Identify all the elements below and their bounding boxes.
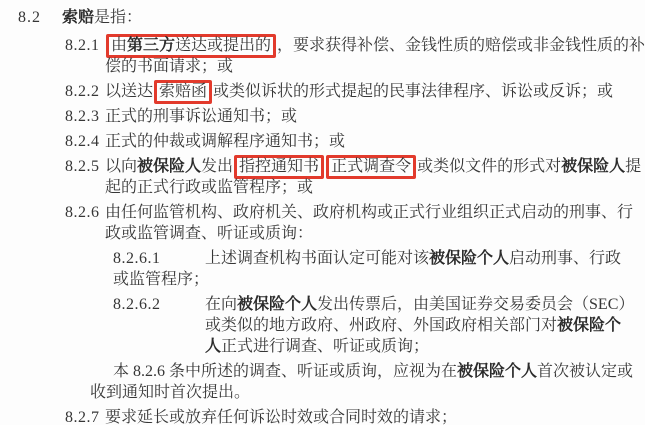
text-segment: 上述调查机构书面认定可能对该 (205, 250, 430, 267)
text-segment: 第三方 (127, 37, 176, 54)
clause-8-2-1 (65, 35, 645, 77)
section-number: 8.2 (18, 9, 41, 26)
clause-line (105, 177, 645, 198)
clause-line (113, 248, 645, 269)
text-segment: 被保险个人 (237, 296, 318, 313)
text-segment: 正式的仲裁或调解程序通知书；或 (105, 133, 346, 150)
clause-body (105, 202, 645, 244)
clause-line (205, 294, 645, 315)
text-segment: 偿的书面请求；或 (105, 58, 234, 75)
clause-list (0, 35, 645, 425)
clause-line (105, 81, 645, 102)
text-segment: 是指： (94, 9, 143, 26)
clause-line (105, 35, 645, 56)
text-segment: 启动刑事、行政 (509, 250, 622, 267)
text-segment: 起的正式行政或监管程序；或 (105, 179, 314, 196)
clause-number: 8.2.7 (65, 409, 100, 425)
text-segment: 索赔函 (159, 83, 208, 100)
text-segment: 正式调查令 (331, 158, 412, 175)
text-segment: 正式的刑事诉讼通知书；或 (105, 108, 298, 125)
clause-8-2-5 (65, 156, 645, 198)
clause-line (113, 269, 645, 290)
highlight-box (154, 80, 212, 104)
clause-body (105, 35, 645, 77)
clause-body (205, 294, 645, 357)
clause-note (90, 361, 645, 403)
clause-8-2-6 (65, 202, 645, 244)
text-segment: 本 8.2.6 条中所述的调查、听证或质询，应视为在 (113, 363, 458, 380)
text-segment: 指控通知书 (239, 158, 320, 175)
text-segment: 被保险人 (137, 158, 202, 175)
text-segment: 索赔 (62, 9, 95, 26)
section-heading (18, 7, 645, 28)
text-segment: 发出 (201, 158, 234, 175)
clause-line (105, 407, 645, 425)
clause-number: 8.2.6.2 (113, 296, 161, 313)
text-segment: 首次被认定或 (537, 363, 634, 380)
text-segment: 或监管程序； (113, 271, 210, 288)
clause-number: 8.2.1 (65, 37, 100, 54)
text-segment: 以送达 (105, 83, 154, 100)
clause-8-2-6-1 (113, 248, 645, 290)
clause-body (105, 156, 645, 198)
clause-line (205, 315, 645, 336)
clause-line (90, 382, 645, 403)
clause-body (90, 361, 645, 403)
text-segment: 收到通知时首次提出。 (90, 384, 251, 401)
clause-body (105, 407, 645, 425)
text-segment: 政或监管调查、听证或质询： (105, 225, 314, 242)
clause-8-2-3 (65, 106, 645, 127)
text-segment: 或类似诉状的形式提起的民事法律程序、诉讼或反诉；或 (213, 83, 614, 100)
text-segment: 提 (625, 158, 642, 175)
text-segment: 被保险人 (561, 158, 626, 175)
text-segment: 被保险个 (557, 317, 622, 334)
text-segment: 由 (111, 37, 128, 54)
text-segment: 以向 (105, 158, 138, 175)
clause-number: 8.2.6.1 (113, 250, 161, 267)
clause-line (105, 106, 645, 127)
text-segment: 正式进行调查、听证或质询； (221, 338, 430, 355)
text-segment: 要求延长或放弃任何诉讼时效或合同时效的请求； (105, 409, 458, 425)
clause-number: 8.2.4 (65, 133, 100, 150)
clause-line (90, 361, 645, 382)
text-segment: 被保险个人 (429, 250, 510, 267)
text-segment: 送达或提出的 (175, 37, 272, 54)
clause-8-2-2 (65, 81, 645, 102)
text-segment: 被保险个人 (457, 363, 538, 380)
clause-line (105, 131, 645, 152)
text-segment: 或类似文件的形式对 (417, 158, 562, 175)
clause-line (105, 156, 645, 177)
clause-line (105, 223, 645, 244)
clause-line (205, 336, 645, 357)
clause-number: 8.2.3 (65, 108, 100, 125)
clause-body (105, 106, 645, 127)
clause-number: 8.2.6 (65, 204, 100, 221)
text-segment: 人 (205, 338, 222, 355)
clause-8-2-6-2 (113, 294, 645, 357)
clause-line (105, 56, 645, 77)
highlight-box (106, 34, 276, 58)
clause-line (105, 202, 645, 223)
clause-8-2-7 (65, 407, 645, 425)
section-heading-text (62, 9, 142, 26)
text-segment: 在向 (205, 296, 238, 313)
text-segment: 发出传票后，由美国证券交易委员会（SEC） (317, 296, 635, 313)
text-segment: 由任何监管机构、政府机关、政府机构或正式行业组织正式启动的刑事、行 (105, 204, 634, 221)
text-segment: 或类似的地方政府、州政府、外国政府相关部门对 (205, 317, 558, 334)
clause-8-2-4 (65, 131, 645, 152)
text-segment: ，要求获得补偿、金钱性质的赔偿或非金钱性质的补 (277, 37, 645, 54)
clause-body (105, 131, 645, 152)
clause-body (105, 81, 645, 102)
highlight-box (234, 155, 324, 179)
clause-number: 8.2.2 (65, 83, 100, 100)
highlight-box (326, 155, 416, 179)
clause-number: 8.2.5 (65, 158, 100, 175)
